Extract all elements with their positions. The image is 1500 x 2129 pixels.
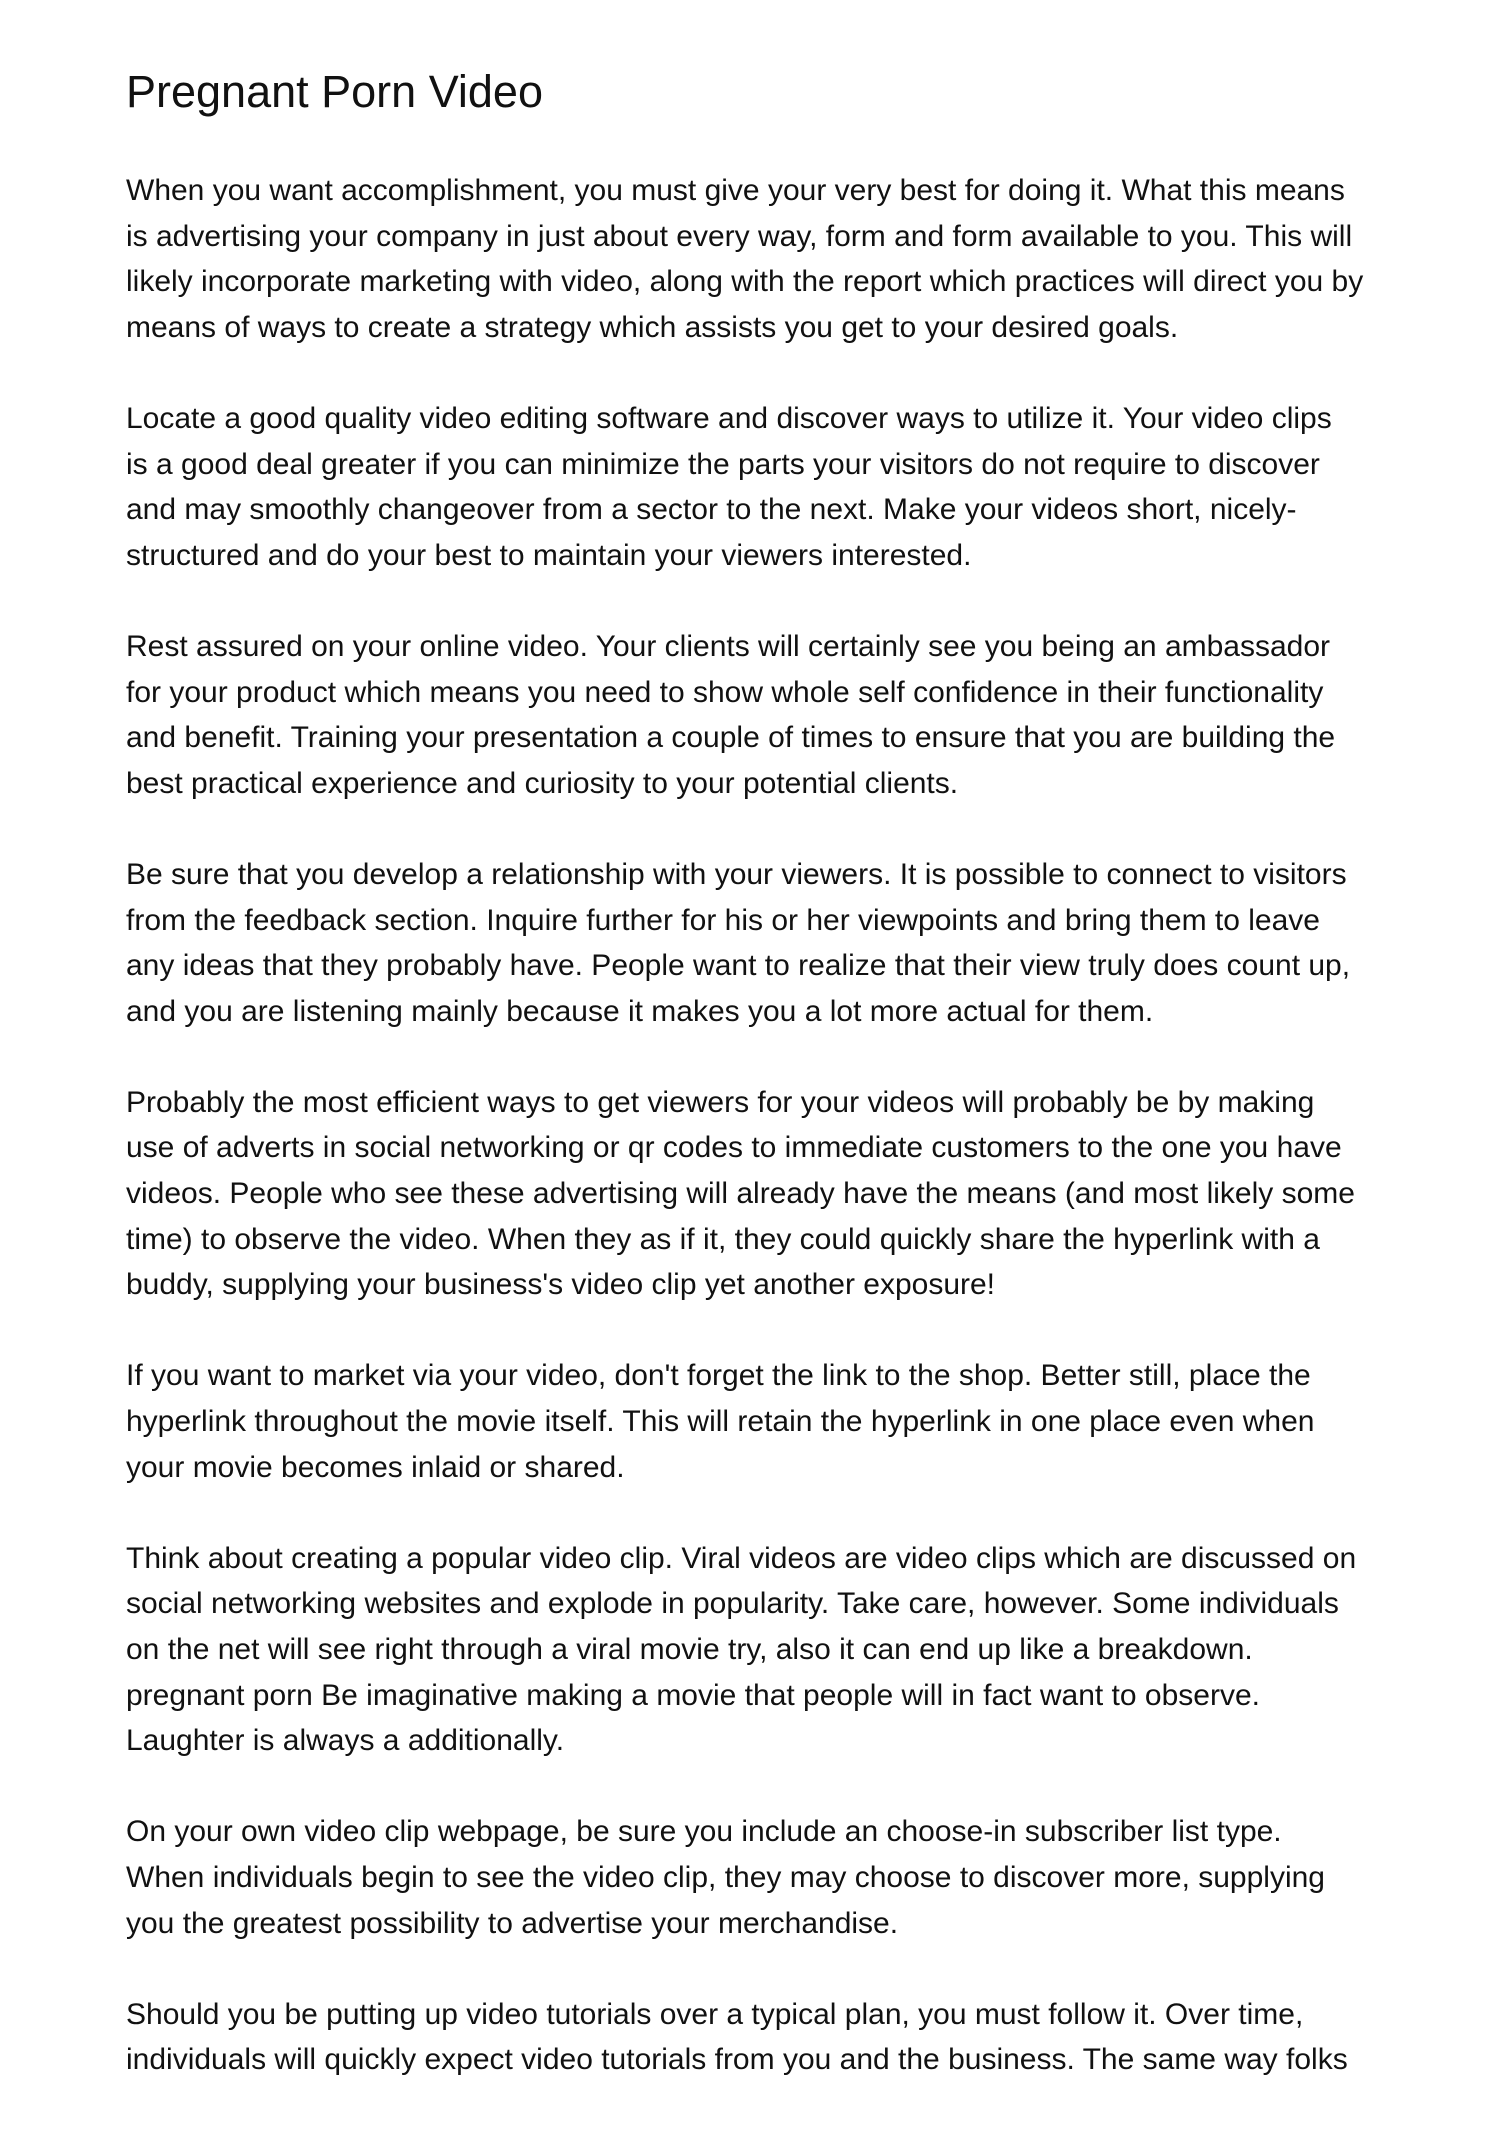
text-line: Rest assured on your online video. Your clients will certainly see you being an ambassador — [126, 629, 1331, 663]
text-line: is advertising your company in just about every way, form and form available to you. This will — [126, 219, 1353, 253]
text-line: and may smoothly changeover from a sector to the next. Make your videos short, nicely- — [126, 493, 1297, 527]
text-line: Laughter is always a additionally. — [126, 1724, 565, 1758]
text-line: Be sure that you develop a relationship with your viewers. It is possible to connect to visitors — [126, 857, 1347, 891]
text-line: your movie becomes inlaid or shared. — [126, 1450, 625, 1484]
article-body — [126, 168, 1426, 2129]
text-line: When you want accomplishment, you must give your very best for doing it. What this means — [126, 174, 1345, 207]
page-title: Pregnant Porn Video — [126, 66, 543, 117]
text-line: time) to observe the video. When they as if it, they could quickly share the hyperlink with a — [126, 1222, 1320, 1256]
text-line: hyperlink throughout the movie itself. This will retain the hyperlink in one place even when — [126, 1405, 1315, 1439]
text-line: from the feedback section. Inquire further for his or her viewpoints and bring them to leave — [126, 903, 1320, 937]
text-line: you the greatest possibility to advertise your merchandise. — [126, 1906, 899, 1940]
text-line: On your own video clip webpage, be sure you include an choose-in subscriber list type. — [126, 1815, 1282, 1849]
paragraph — [126, 1353, 1426, 1490]
text-line: If you want to market via your video, don't forget the link to the shop. Better still, place the — [126, 1359, 1311, 1393]
paragraph — [126, 624, 1426, 806]
text-line: pregnant porn Be imaginative making a movie that people will in fact want to observe. — [126, 1678, 1260, 1712]
paragraph — [126, 852, 1426, 1034]
paragraph — [126, 168, 1426, 350]
text-line: individuals will quickly expect video tutorials from you and the business. The same way folks — [126, 2043, 1348, 2077]
text-line: use of adverts in social networking or qr codes to immediate customers to the one you have — [126, 1131, 1342, 1165]
text-line: likely incorporate marketing with video, along with the report which practices will direct you by — [126, 265, 1364, 299]
text-line: and you are listening mainly because it makes you a lot more actual for them. — [126, 994, 1154, 1028]
text-line: means of ways to create a strategy which assists you get to your desired goals. — [126, 310, 1179, 344]
text-line: videos. People who see these advertising will already have the means (and most likely some — [126, 1177, 1355, 1211]
text-line: for your product which means you need to show whole self confidence in their functionality — [126, 675, 1324, 709]
text-line: structured and do your best to maintain your viewers interested. — [126, 538, 972, 572]
text-line: any ideas that they probably have. People want to realize that their view truly does count up, — [126, 949, 1351, 983]
text-line: Think about creating a popular video clip. Viral videos are video clips which are discussed on — [126, 1541, 1357, 1575]
paragraph — [126, 396, 1426, 578]
text-line: Probably the most efficient ways to get viewers for your videos will probably be by making — [126, 1085, 1315, 1119]
text-line: Should you be putting up video tutorials over a typical plan, you must follow it. Over time, — [126, 1997, 1304, 2031]
text-line: social networking websites and explode in popularity. Take care, however. Some individuals — [126, 1587, 1339, 1621]
paragraph — [126, 1992, 1426, 2083]
text-line: and benefit. Training your presentation a couple of times to ensure that you are building the — [126, 721, 1336, 755]
text-line: best practical experience and curiosity to your potential clients. — [126, 766, 959, 800]
paragraph — [126, 1536, 1426, 1764]
text-line: Locate a good quality video editing software and discover ways to utilize it. Your video clips — [126, 401, 1332, 435]
text-line: is a good deal greater if you can minimize the parts your visitors do not require to discover — [126, 447, 1320, 481]
text-line: on the net will see right through a viral movie try, also it can end up like a breakdown. — [126, 1633, 1253, 1666]
text-line: When individuals begin to see the video clip, they may choose to discover more, supplying — [126, 1860, 1325, 1894]
paragraph — [126, 1809, 1426, 1946]
paragraph — [126, 1080, 1426, 1308]
text-line: buddy, supplying your business's video clip yet another exposure! — [126, 1268, 996, 1302]
